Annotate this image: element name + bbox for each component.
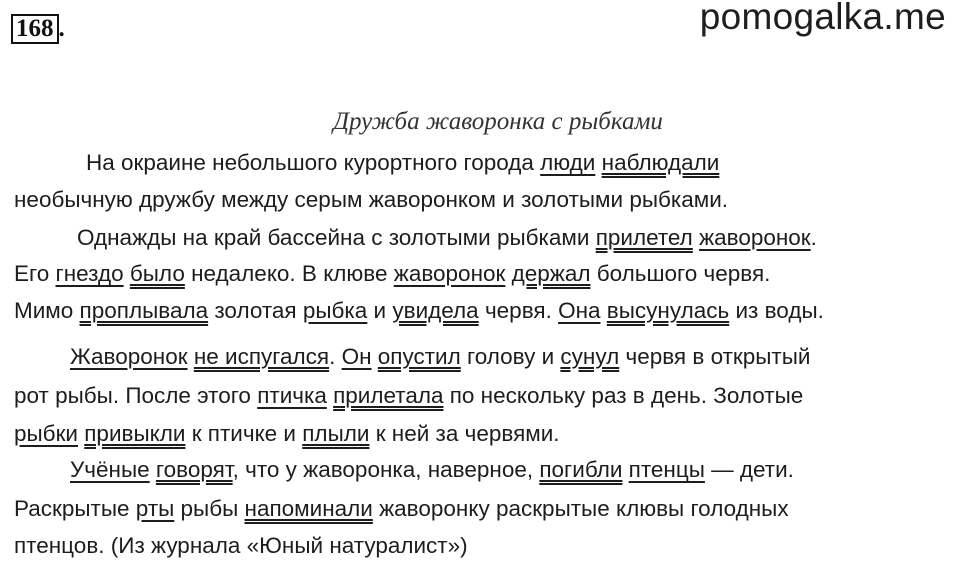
text-segment: птенцов. (Из журнала «Юный натуралист») — [14, 533, 468, 558]
predicate-word: напоминали — [244, 496, 373, 521]
predicate-word: высунулась — [606, 298, 730, 323]
text-segment: к птичке и — [185, 421, 303, 446]
text-line — [14, 259, 770, 289]
text-segment: — дети. — [704, 457, 794, 482]
text-line — [14, 381, 803, 411]
subject-word: рыбка — [302, 298, 368, 323]
text-segment: . — [810, 225, 817, 250]
predicate-word: опустил — [377, 344, 461, 369]
subject-word: гнездо — [55, 261, 124, 286]
subject-word: птенцы — [628, 457, 705, 482]
text-segment: рот рыбы. После этого — [14, 383, 258, 408]
subject-word: рыбки — [14, 421, 78, 446]
text-segment: червя в открытый — [619, 344, 811, 369]
subject-word: жаворонок — [393, 261, 506, 286]
predicate-word: проплывала — [79, 298, 209, 323]
text-segment: к ней за червями. — [369, 421, 560, 446]
text-segment: червя. — [478, 298, 559, 323]
text-segment: из воды. — [729, 298, 824, 323]
subject-word: жаворонок — [699, 225, 811, 250]
predicate-word: увидела — [392, 298, 479, 323]
text-line — [86, 148, 719, 178]
predicate-word: погибли — [539, 457, 623, 482]
text-segment: , что у жаворонка, наверное, — [232, 457, 540, 482]
text-segment: необычную дружбу между серым жаворонком и золотыми рыбками. — [14, 187, 729, 212]
predicate-word: прилетел — [595, 225, 693, 250]
text-title: Дружба жаворонка с рыбками — [333, 108, 663, 135]
text-segment: Однажды на край бассейна с золотыми рыбками — [77, 225, 596, 250]
watermark: pomogalka.me — [699, 0, 946, 37]
subject-word: рты — [135, 496, 175, 521]
text-segment: жаворонку раскрытые клювы голодных — [372, 496, 789, 521]
text-segment: На окраине небольшого курортного города — [86, 150, 541, 175]
subject-word: птичка — [257, 383, 327, 408]
subject-word: Он — [341, 344, 372, 369]
predicate-word: привыкли — [84, 421, 186, 446]
exercise-number-box: 168 — [11, 14, 59, 44]
text-line — [14, 185, 728, 215]
subject-word: Жаворонок — [70, 344, 188, 369]
text-line — [14, 419, 560, 449]
text-line — [77, 223, 817, 253]
predicate-word: говорят — [155, 457, 233, 482]
predicate-word: держал — [511, 261, 591, 286]
text-line — [70, 455, 794, 485]
text-segment: большого червя. — [590, 261, 771, 286]
text-segment: . — [329, 344, 342, 369]
exercise-number-suffix: . — [58, 15, 65, 42]
text-line — [14, 531, 468, 561]
exercise-number — [11, 14, 65, 44]
subject-word: Учёные — [70, 457, 150, 482]
text-segment: недалеко. В клюве — [184, 261, 394, 286]
text-segment: по нескольку раз в день. Золотые — [443, 383, 804, 408]
text-segment: Мимо — [14, 298, 80, 323]
text-segment: рыбы — [174, 496, 245, 521]
text-segment: и — [367, 298, 393, 323]
predicate-word: прилетала — [333, 383, 444, 408]
predicate-word: не испугался — [193, 344, 330, 369]
subject-word: люди — [540, 150, 596, 175]
predicate-word: наблюдали — [601, 150, 720, 175]
text-line — [70, 342, 810, 372]
subject-word: Она — [558, 298, 601, 323]
text-segment: Раскрытые — [14, 496, 136, 521]
text-segment: золотая — [208, 298, 303, 323]
text-segment: Его — [14, 261, 56, 286]
predicate-word: было — [129, 261, 185, 286]
text-segment: голову и — [460, 344, 561, 369]
predicate-word: плыли — [302, 421, 370, 446]
text-line — [14, 296, 824, 326]
predicate-word: сунул — [560, 344, 620, 369]
text-line — [14, 494, 789, 524]
